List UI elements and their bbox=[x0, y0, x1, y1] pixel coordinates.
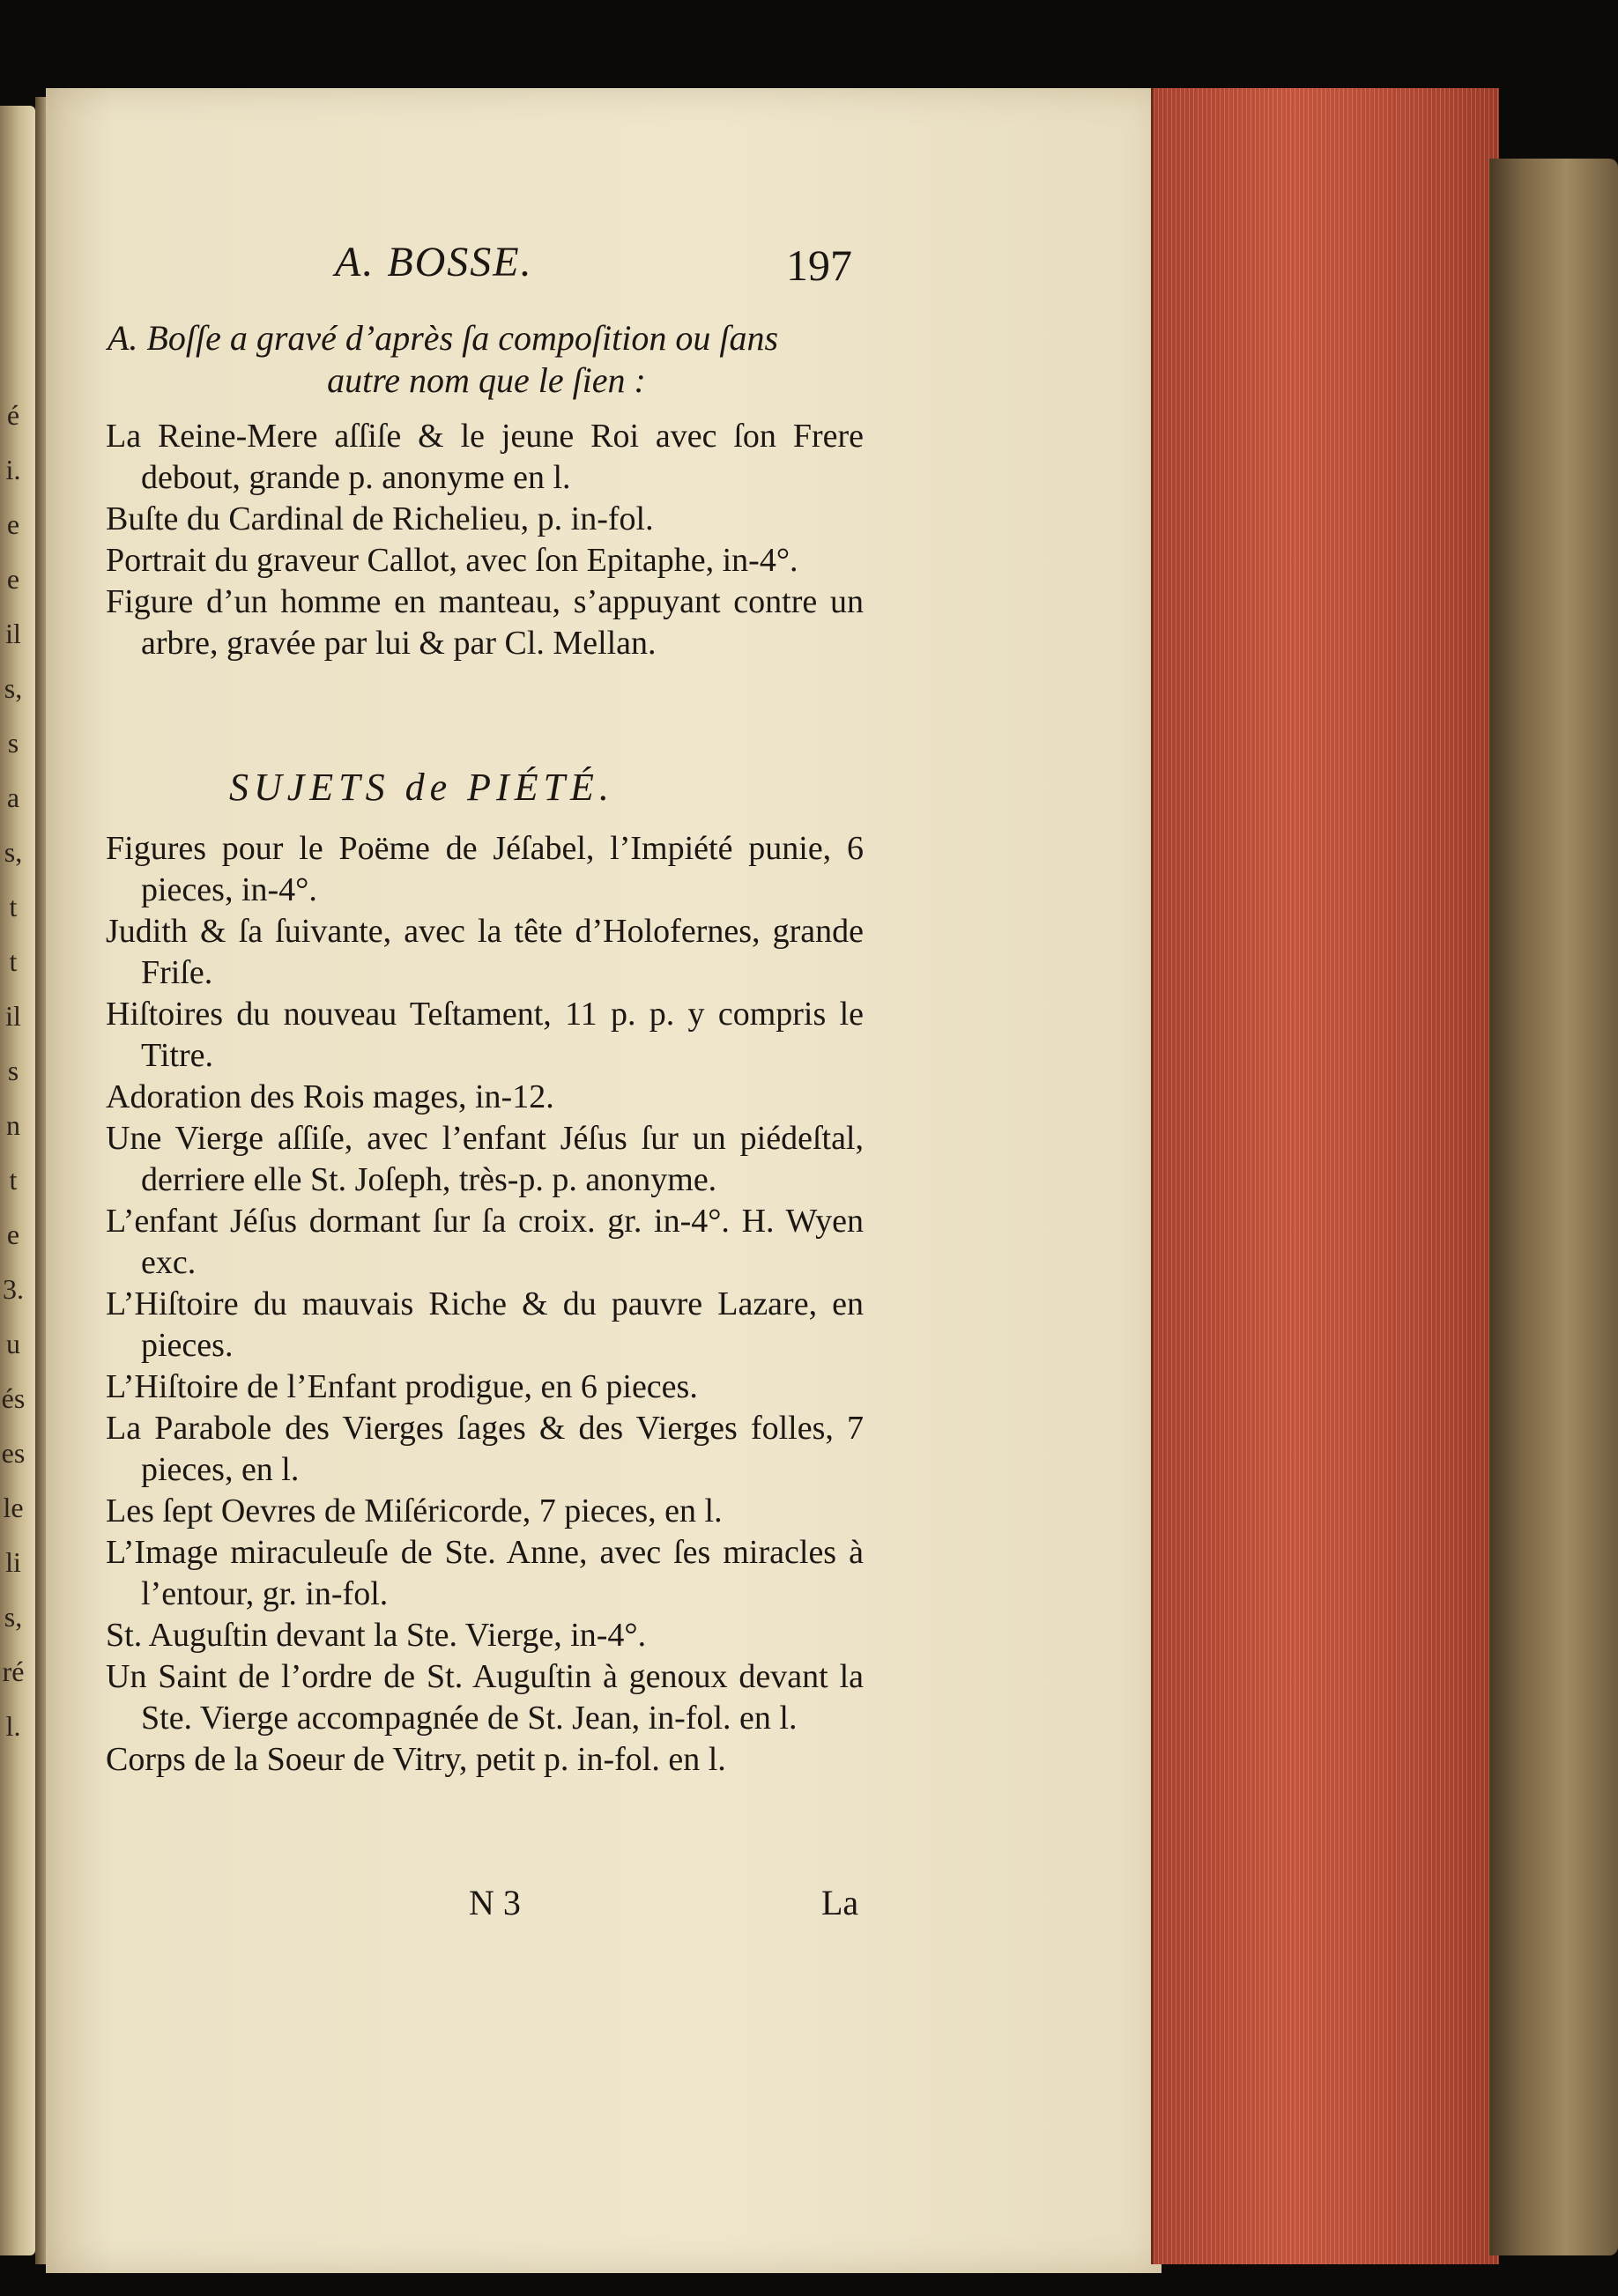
catalog-entry: Portrait du graveur Callot, avec ſon Epitaphe, in-4°. bbox=[106, 542, 798, 579]
intro-line-2: autre nom que le ſien : bbox=[327, 360, 646, 400]
catchword: La bbox=[821, 1883, 859, 1922]
entry-list-bottom bbox=[106, 828, 864, 1781]
previous-page-letters bbox=[0, 388, 26, 1753]
page-block-fore-edge bbox=[1151, 88, 1499, 2264]
book-cover bbox=[1489, 159, 1618, 2255]
catalog-entry: La Parabole des Vierges ſages & des Vierges folles, 7 pieces, en l. bbox=[106, 1410, 864, 1488]
prev-letter: s, bbox=[4, 1601, 23, 1633]
prev-letter: e bbox=[6, 508, 20, 540]
catalog-entry: L’Image miraculeuſe de Ste. Anne, avec ſes miracles à l’entour, gr. in-fol. bbox=[106, 1534, 864, 1612]
prev-letter: t bbox=[9, 945, 18, 977]
prev-letter: li bbox=[5, 1546, 21, 1578]
catalog-entry: St. Auguſtin devant la Ste. Vierge, in-4°. bbox=[106, 1617, 647, 1654]
section-heading: SUJETS de PIÉTÉ. bbox=[229, 766, 614, 809]
signature-mark: N 3 bbox=[469, 1883, 521, 1922]
prev-letter: s, bbox=[4, 672, 23, 704]
prev-letter: il bbox=[5, 1000, 21, 1032]
prev-letter: é bbox=[6, 399, 20, 431]
catalog-entry: L’Hiſtoire du mauvais Riche & du pauvre Lazare, en pieces. bbox=[106, 1285, 864, 1364]
prev-letter: s bbox=[7, 1055, 19, 1086]
catalog-entry: Une Vierge aſſiſe, avec l’enfant Jéſus ſur un piédeſtal, derriere elle St. Joſeph, très-p. p. anonyme. bbox=[106, 1120, 864, 1198]
prev-letter: n bbox=[6, 1109, 20, 1141]
prev-letter: ré bbox=[2, 1655, 25, 1687]
prev-letter: s, bbox=[4, 836, 23, 868]
prev-letter: l. bbox=[5, 1710, 21, 1742]
prev-letter: es bbox=[1, 1437, 26, 1469]
catalog-entry: Hiſtoires du nouveau Teſtament, 11 p. p. y compris le Titre. bbox=[106, 996, 864, 1074]
prev-letter: s bbox=[7, 727, 19, 759]
prev-letter: e bbox=[6, 1218, 20, 1250]
entry-list-top bbox=[106, 416, 864, 664]
catalog-entry: Buſte du Cardinal de Richelieu, p. in-fol. bbox=[106, 500, 654, 537]
running-head: A. BOSSE. bbox=[335, 239, 533, 285]
prev-letter: i. bbox=[5, 454, 21, 485]
prev-letter: e bbox=[6, 563, 20, 595]
prev-letter: le bbox=[3, 1492, 24, 1523]
intro-text bbox=[108, 317, 865, 402]
prev-letter: 3. bbox=[3, 1273, 24, 1305]
catalog-entry: L’enfant Jéſus dormant ſur ſa croix. gr. in-4°. H. Wyen exc. bbox=[106, 1203, 864, 1281]
catalog-entry: Corps de la Soeur de Vitry, petit p. in-fol. en l. bbox=[106, 1741, 726, 1778]
prev-letter: t bbox=[9, 1164, 18, 1196]
catalog-entry: Figure d’un homme en manteau, s’appuyant contre un arbre, gravée par lui & par Cl. Mellan. bbox=[106, 583, 864, 662]
catalog-entry: La Reine-Mere aſſiſe & le jeune Roi avec ſon Frere debout, grande p. anonyme en l. bbox=[106, 418, 864, 496]
catalog-entry: Adoration des Rois mages, in-12. bbox=[106, 1078, 554, 1115]
page-number: 197 bbox=[786, 241, 852, 290]
catalog-entry: L’Hiſtoire de l’Enfant prodigue, en 6 pieces. bbox=[106, 1368, 698, 1405]
prev-letter: és bbox=[1, 1382, 26, 1414]
catalog-entry: Figures pour le Poëme de Jéſabel, l’Impiété punie, 6 pieces, in-4°. bbox=[106, 830, 864, 908]
prev-letter: t bbox=[9, 891, 18, 922]
prev-letter: il bbox=[5, 618, 21, 649]
prev-letter: a bbox=[6, 781, 20, 813]
catalog-entry: Les ſept Oevres de Miſéricorde, 7 pieces, en l. bbox=[106, 1492, 723, 1529]
prev-letter: u bbox=[6, 1328, 20, 1359]
intro-line-1: A. Boſſe a gravé d’après ſa compoſition ou ſans bbox=[108, 318, 779, 358]
catalog-entry: Judith & ſa ſuivante, avec la tête d’Holofernes, grande Friſe. bbox=[106, 913, 864, 991]
catalog-entry: Un Saint de l’ordre de St. Auguſtin à genoux devant la Ste. Vierge accompagnée de St. Jean, in-fol. en l. bbox=[106, 1658, 864, 1737]
